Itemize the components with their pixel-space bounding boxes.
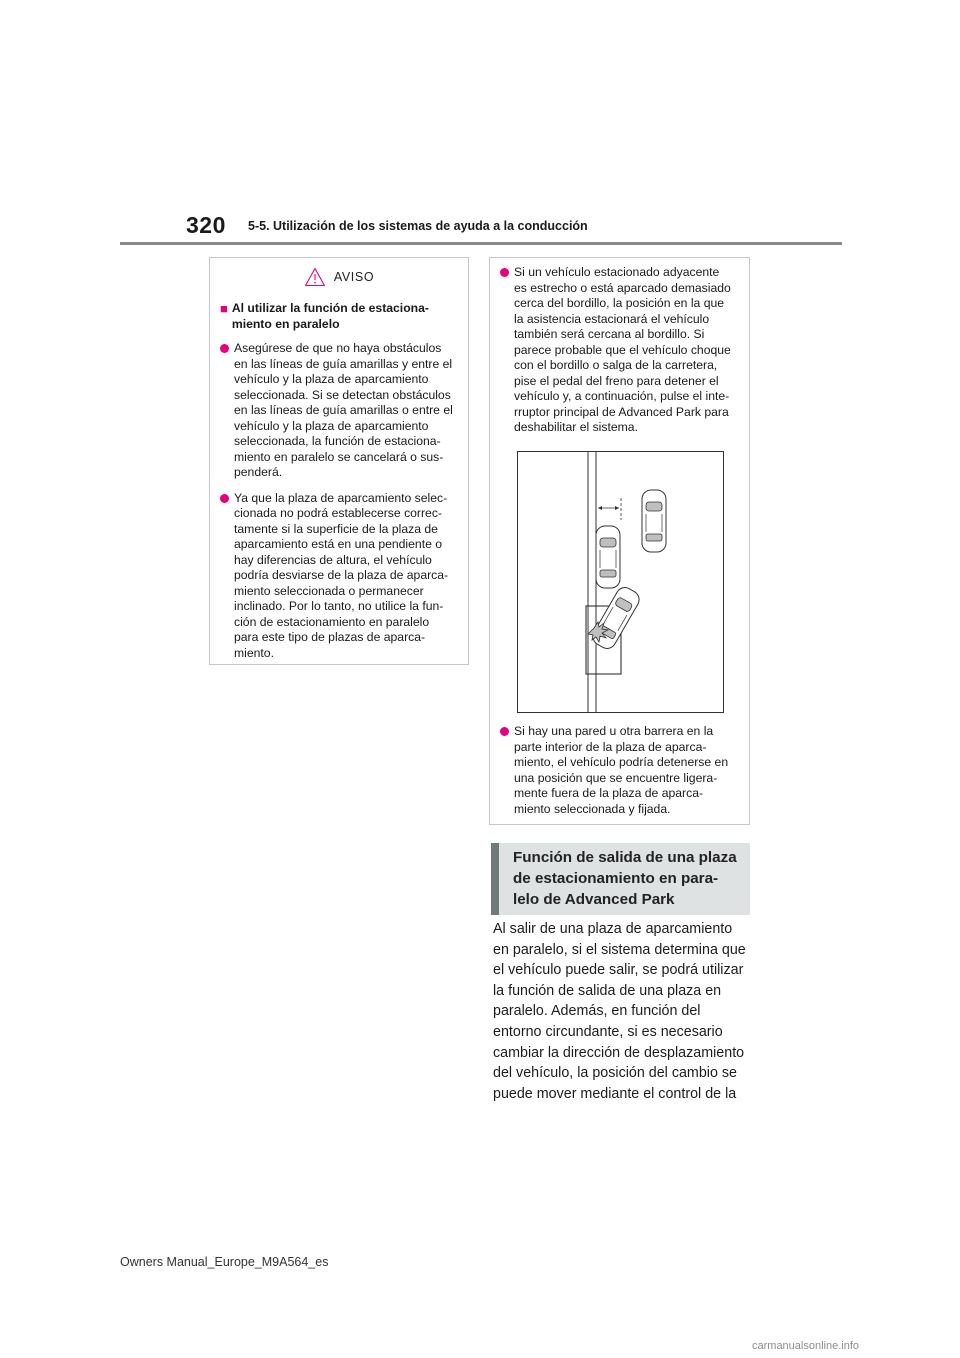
bullet-dot-icon [220,494,229,503]
bullet-dot-icon [500,268,509,277]
warning-bullet [220,491,458,662]
warning-bullet-text: Ya que la plaza de aparcamiento selec- cionada no podrá establecerse correc- tamente si la superficie de la plaza de aparcamiento está en una pendiente o hay diferencias de altura, el vehículo podría desviarse de la plaza de aparca- miento seleccionada o permanecer inclinado. Por lo tanto, no utilice la fun- ción de estacionamiento en paralelo para este tipo de plazas de aparca- miento. [234,490,449,660]
warning-label: AVISO [333,270,375,284]
warning-header [220,267,458,287]
warning-bullet [220,341,458,481]
bullet-dot-icon [220,344,229,353]
curb-parking-illustration [517,451,724,713]
narrow-parked-car [596,526,620,588]
parking-vehicle [590,584,643,651]
section-title: Función de salida de una plaza de estacionamiento en para- lelo de Advanced Park [513,849,737,908]
curb-parking-drawing [518,452,723,712]
caution-bullet-text: Si un vehículo estacionado adyacente es estrecho o está aparcado demasiado cerca del bordillo, la posición en la que la asistencia estacionará el vehículo también será cercana al bordillo. Si parece probable que el vehículo choque con el bordillo o salga de la carretera, pise el pedal del freno para detener el vehículo y, a continuación, pulse el inte- rruptor principal de Advanced Park para deshabilitar el sistema. [514,265,731,434]
watermark: carmanualsonline.info [752,1340,860,1352]
warning-heading [220,301,458,332]
caution-bullet [500,724,740,817]
warning-box [209,257,469,665]
warning-bullet-text: Asegúrese de que no haya obstáculos en las líneas de guía amarillas y entre el vehículo y la plaza de aparcamiento seleccionada. Si se detectan obstáculos en las líneas de guía amarillas o entre el vehículo y la plaza de aparcamiento seleccionada, la función de estaciona- miento en paralelo se cancelará o sus- penderá. [234,341,453,479]
footer-document-id: Owners Manual_Europe_M9A564_es [120,1255,329,1269]
page-number: 320 [186,212,226,238]
header-rule [120,242,842,245]
section-header: 5-5. Utilización de los sistemas de ayuda a la conducción [248,219,588,233]
warning-heading-text: Al utilizar la función de estaciona- miento en paralelo [231,301,429,331]
caution-bullet-text: Si hay una pared u otra barrera en la parte interior de la plaza de aparca- miento, el vehículo podría detenerse en una posición que se encuentre ligera- mente fuera de la plaza de aparca- miento seleccionada y fijada. [514,724,729,816]
bullet-dot-icon [500,727,509,736]
body-paragraph: Al salir de una plaza de aparcamiento en paralelo, si el sistema determina que el vehículo puede salir, se podrá utilizar la función de salida de una plaza en paralelo. Además, en función del entorno circundante, si es necesario cambiar la dirección de desplazamiento del vehículo, la posición del cambio se puede mover mediante el control de la [493,921,746,1102]
warning-triangle-icon [304,267,326,287]
heading-square-marker: ■ [220,301,228,316]
section-title-band [491,843,750,915]
parked-car-front [642,490,666,552]
caution-bullet [500,265,739,436]
